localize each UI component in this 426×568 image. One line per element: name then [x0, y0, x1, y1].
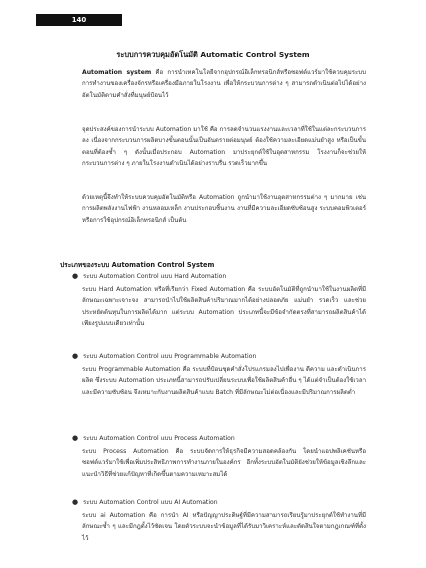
- type-description-ai: [60, 510, 366, 544]
- intro-p3-text: ด้วยเหตุนี้จึงทำให้ระบบควบคุมอัตโนมัติหรือ Automation ถูกนำมาใช้งานอุตสาหกรรมต่าง ๆ มากมาย เช่น การผลิตพลังงานไฟฟ้า งานหลอมเหล็ก งานประกอบชิ้นงาน งานที่มีความละเอียดซับซ้อนสูง ระบบคอมพิวเตอร์หรือการใช้อุปกรณ์อิเล็กทรอนิกส์ เป็นต้น: [82, 194, 366, 224]
- type-bullet-process: [72, 433, 235, 444]
- type-bullet-label: ระบบ Automation Control แบบ Process Automation: [83, 435, 235, 442]
- bullet-dot-icon: ●: [72, 434, 79, 442]
- type-description-text: ระบบ Process Automation คือ ระบบจัดการให้ธุรกิจมีความสอดคล้องกัน โดยนำแอปพลิเคชันหรือซอฟต์แวร์มาใช้เพื่อเพิ่มประสิทธิภาพการทำงานภายในองค์กร อีกทั้งระบบอัตโนมัติยังช่วยให้ข้อมูลเชิงลึกและแนะนำวิธีที่ช่วยแก้ปัญหาที่เกิดขึ้นตามความเหมาะสมได้: [82, 448, 366, 478]
- type-description-text: ระบบ ai Automation คือ การนำ AI หรือปัญญาประดิษฐ์ที่มีความสามารถเรียนรู้มาประยุกต์ใช้ทำงานที่มีลักษณะซ้ำ ๆ และมีกฎตั้งไว้ชัดเจน โดยตัวระบบจะนำข้อมูลที่ได้รับมาวิเคราะห์และตัดสินใจตามกฎเกณฑ์ที่ตั้งไว้: [82, 512, 366, 542]
- intro-p2-text: จุดประสงค์ของการนำระบบ Automation มาใช้ คือ การลดจำนวนแรงงานและเวลาที่ใช้ในแต่ละกระบวนการลง เนื่องจากกระบวนการผลิตบางขั้นตอนนั้นเป็นอันตรายต่อมนุษย์ ต้องใช้ความละเอียดแม่นยำสูง หรือเป็นขั้นตอนที่ต้องซ้ำ ๆ ดังนั้นเมื่อประกอบ Automation มาประยุกต์ใช้ในอุตสาหกรรม โรงงานก็จะช่วยให้กระบวนการต่าง ๆ ภายในโรงงานดำเนินได้อย่างราบรื่น รวดเร็วมากขึ้น: [82, 126, 366, 168]
- intro-paragraph-1: [60, 67, 366, 101]
- type-description-text: ระบบ Hard Automation หรือที่เรียกว่า Fixed Automation คือ ระบบอัตโนมัติที่ถูกนำมาใช้ในงานผลิตที่มีลักษณะเฉพาะเจาะจง สามารถนำไปใช้ผลิตสินค้าปริมาณมากได้อย่างปลอดภัย แม่นยำ รวดเร็ว และช่วยประหยัดต้นทุนในการผลิตได้มาก แต่ระบบ Automation ประเภทนี้จะมีข้อจำกัดตรงที่สามารถผลิตสินค้าได้เพียงรูปแบบเดียวเท่านั้น: [82, 286, 366, 328]
- page-number-bar: [36, 14, 122, 26]
- intro-paragraph-3: [60, 192, 366, 226]
- intro-lead-term: Automation system: [82, 69, 152, 76]
- intro-paragraph-2: [60, 124, 366, 170]
- type-description-hard: [60, 284, 366, 330]
- type-description-programmable: [60, 364, 366, 398]
- intro-p1-text: คือ การนำเทคโนโลยีจากอุปกรณ์อิเล็กทรอนิกส์หรือซอฟต์แวร์มาใช้ควบคุมระบบการทำงานของเครื่องจักรหรือเครื่องมือภายในโรงงาน เพื่อให้กระบวนการต่าง ๆ สามารถดำเนินต่อไปได้อย่างอัตโนมัติตามคำสั่งที่มนุษย์ป้อนไว้: [82, 69, 366, 99]
- type-description-process: [60, 446, 366, 480]
- bullet-dot-icon: ●: [72, 498, 79, 506]
- page-number: 140: [71, 16, 87, 24]
- bullet-dot-icon: ●: [72, 272, 79, 280]
- type-description-text: ระบบ Programmable Automation คือ ระบบที่ป้อนชุดคำสั่งโปรแกรมลงไปเพื่องาน ดีความ และดำเนินการผลิต ซึ่งระบบ Automation ประเภทนี้สามารถปรับเปลี่ยนระบบเพื่อใช้ผลิตสินค้าอื่น ๆ ได้แต่จำเป็นต้องใช้เวลาและมีความซับซ้อน จึงเหมาะกับงานผลิตสินค้าแบบ Batch ที่มีลักษณะไม่ต่อเนื่องและมีปริมาณการผลิตต่ำ: [82, 366, 366, 396]
- document-title: ระบบการควบคุมอัตโนมัติ Automatic Control System: [116, 50, 310, 59]
- type-bullet-label: ระบบ Automation Control แบบ Programmable Automation: [83, 353, 257, 360]
- type-bullet-label: ระบบ Automation Control แบบ AI Automation: [83, 499, 218, 506]
- type-bullet-hard: [72, 271, 226, 282]
- bullet-dot-icon: ●: [72, 352, 79, 360]
- type-bullet-programmable: [72, 351, 256, 362]
- type-bullet-ai: [72, 497, 218, 508]
- section-title: ประเภทของระบบ Automation Control System: [60, 261, 215, 269]
- type-bullet-label: ระบบ Automation Control แบบ Hard Automation: [83, 273, 227, 280]
